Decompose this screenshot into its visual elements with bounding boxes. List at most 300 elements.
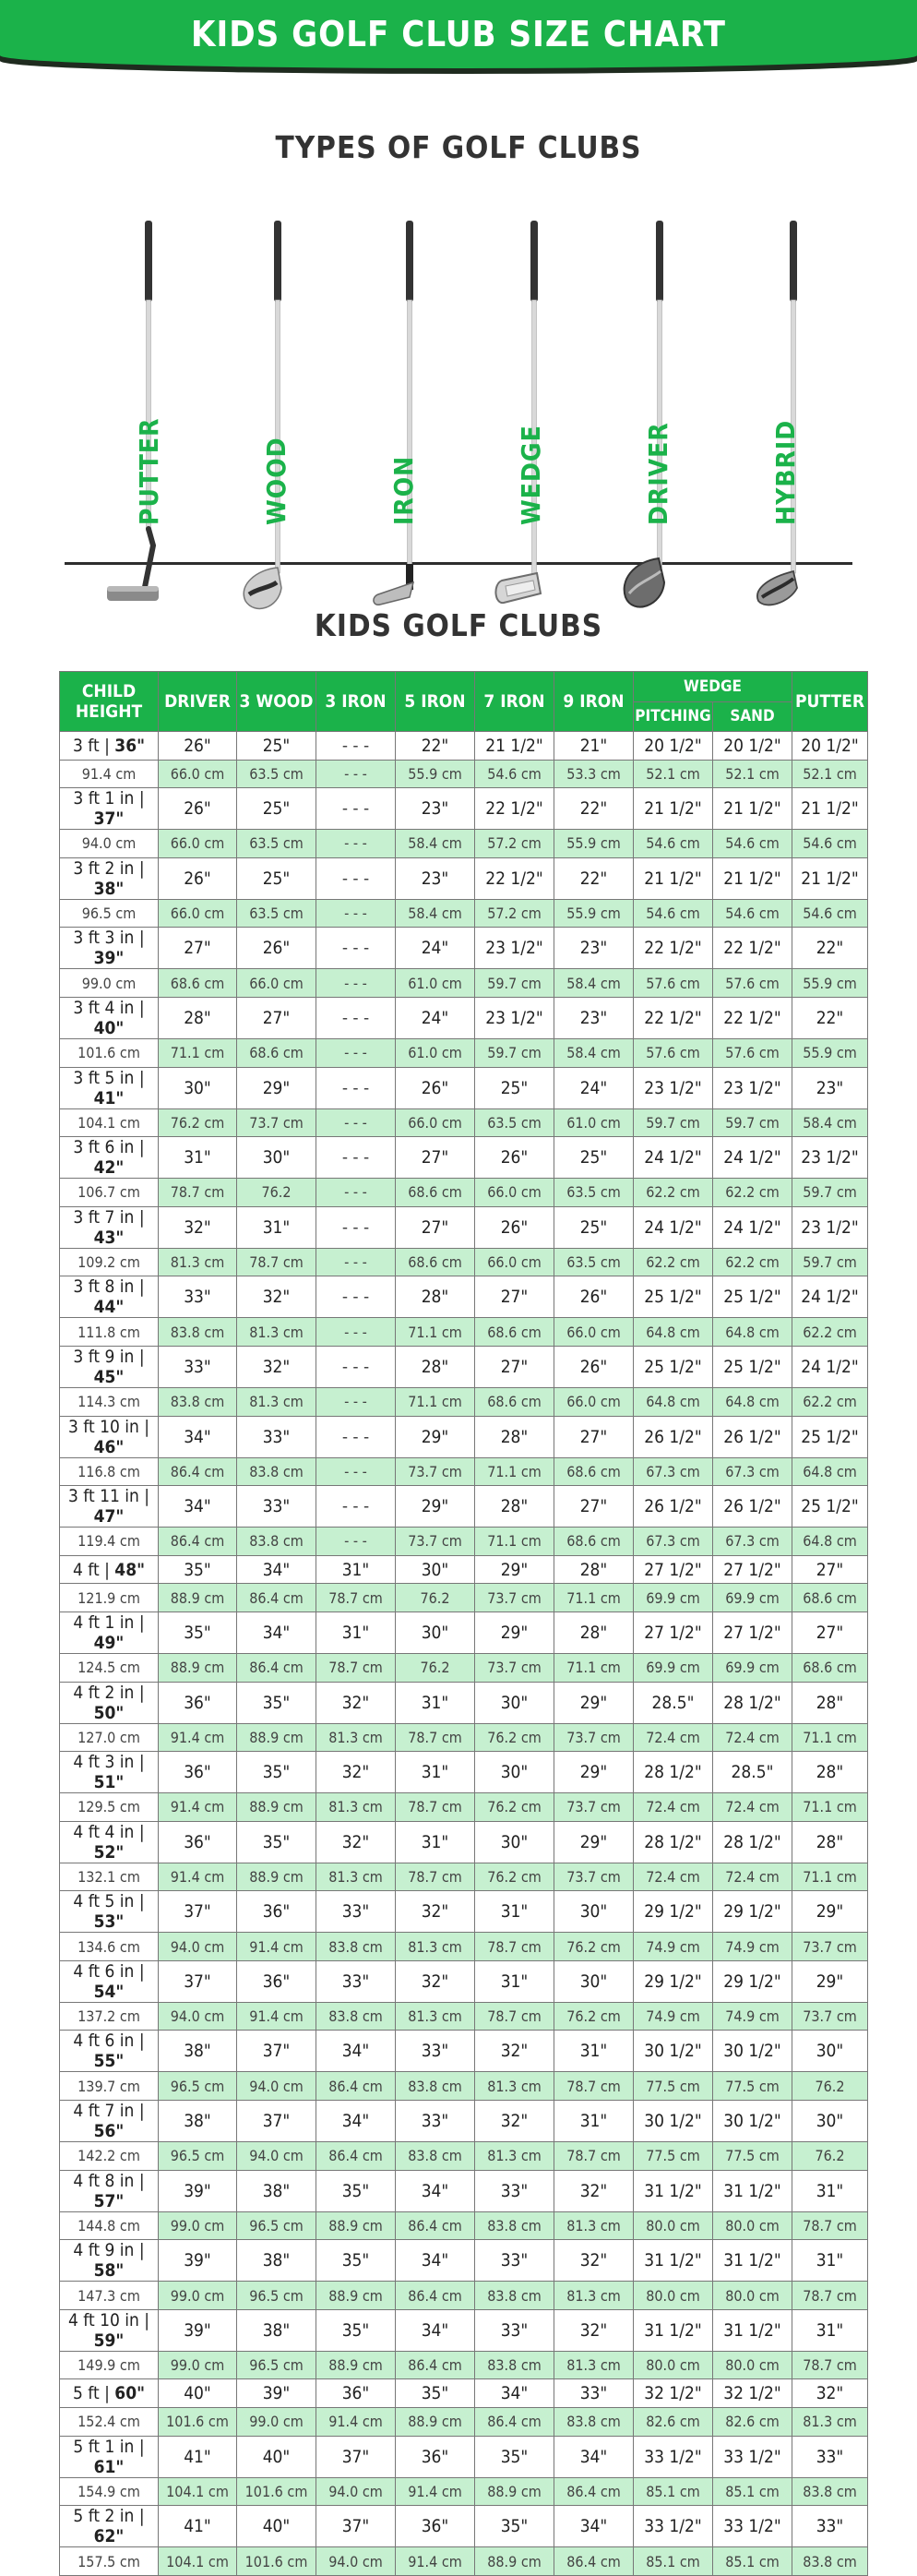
length-inches-cell: 32": [316, 1821, 396, 1863]
length-cm-cell: 63.5 cm: [475, 1108, 554, 1137]
length-cm-cell: 83.8 cm: [554, 2408, 634, 2437]
length-cm-cell: 74.9 cm: [713, 1933, 792, 1961]
length-cm-cell: 83.8 cm: [475, 2211, 554, 2240]
length-cm-cell: 86.4 cm: [159, 1457, 237, 1486]
length-cm-cell: - - -: [316, 1387, 396, 1416]
length-inches-cell: 32": [475, 2031, 554, 2072]
length-inches-cell: 30": [475, 1682, 554, 1723]
length-inches-cell: 34": [396, 2240, 475, 2282]
length-inches-cell: - - -: [316, 732, 396, 761]
height-metric: 144.8 cm: [60, 2211, 159, 2240]
length-cm-cell: 57.6 cm: [634, 969, 713, 998]
length-inches-cell: 26 1/2": [634, 1416, 713, 1457]
height-imperial: [60, 1137, 159, 1179]
height-feet: 3 ft 7 in |: [73, 1206, 145, 1228]
length-inches-cell: 25": [237, 732, 316, 761]
length-cm-cell: 77.5 cm: [634, 2142, 713, 2171]
length-cm-cell: 88.9 cm: [316, 2282, 396, 2310]
length-cm-cell: 76.2: [396, 1584, 475, 1612]
length-inches-cell: 28": [396, 1276, 475, 1318]
height-metric: 124.5 cm: [60, 1653, 159, 1682]
length-inches-cell: 27": [159, 928, 237, 969]
length-inches-cell: 22": [792, 928, 868, 969]
length-cm-cell: 73.7 cm: [475, 1653, 554, 1682]
length-inches-cell: 21": [554, 732, 634, 761]
height-metric: 106.7 cm: [60, 1179, 159, 1207]
length-inches-cell: 30": [396, 1611, 475, 1653]
length-cm-cell: 86.4 cm: [475, 2408, 554, 2437]
length-cm-cell: 76.2 cm: [475, 1863, 554, 1891]
length-inches-cell: 31": [396, 1821, 475, 1863]
length-inches-cell: 23 1/2": [713, 1067, 792, 1108]
length-cm-cell: 81.3 cm: [316, 1793, 396, 1822]
club-label-iron: IRON: [388, 455, 419, 525]
table-row: [60, 1137, 868, 1179]
height-inches: 50": [93, 1702, 125, 1723]
table-row: [60, 2142, 868, 2171]
length-inches-cell: 23": [396, 857, 475, 899]
length-cm-cell: 73.7 cm: [554, 1723, 634, 1752]
banner-bar: [0, 0, 917, 68]
table-row: [60, 2436, 868, 2477]
length-cm-cell: 78.7 cm: [396, 1723, 475, 1752]
length-inches-cell: 22 1/2": [475, 788, 554, 830]
height-imperial: [60, 1611, 159, 1653]
height-inches: 53": [93, 1911, 125, 1933]
length-cm-cell: 73.7 cm: [237, 1108, 316, 1137]
height-inches: 56": [93, 2121, 125, 2142]
length-inches-cell: 38": [237, 2170, 316, 2211]
table-row: [60, 2002, 868, 2031]
length-inches-cell: 33": [396, 2101, 475, 2142]
length-cm-cell: 91.4 cm: [159, 1793, 237, 1822]
height-metric: 121.9 cm: [60, 1584, 159, 1612]
length-inches-cell: 23": [396, 788, 475, 830]
length-cm-cell: 78.7 cm: [475, 2002, 554, 2031]
length-cm-cell: 66.0 cm: [554, 1318, 634, 1347]
height-metric: 154.9 cm: [60, 2477, 159, 2506]
length-cm-cell: - - -: [316, 969, 396, 998]
length-inches-cell: 30": [159, 1067, 237, 1108]
length-inches-cell: - - -: [316, 1416, 396, 1457]
length-inches-cell: 26": [554, 1276, 634, 1318]
length-inches-cell: 35": [237, 1821, 316, 1863]
table-row: [60, 1038, 868, 1067]
length-inches-cell: 28.5": [713, 1752, 792, 1793]
length-inches-cell: 31": [237, 1206, 316, 1248]
length-inches-cell: 30 1/2": [634, 2031, 713, 2072]
length-inches-cell: 33": [237, 1486, 316, 1528]
height-feet: 4 ft 2 in |: [73, 1682, 145, 1703]
height-metric: 96.5 cm: [60, 899, 159, 928]
length-cm-cell: 91.4 cm: [237, 2002, 316, 2031]
height-inches: 38": [93, 878, 125, 899]
length-inches-cell: 31": [475, 1960, 554, 2002]
height-inches: 52": [93, 1841, 125, 1863]
length-inches-cell: - - -: [316, 788, 396, 830]
length-cm-cell: 81.3 cm: [396, 2002, 475, 2031]
length-inches-cell: 33": [316, 1891, 396, 1933]
length-inches-cell: 26": [475, 1137, 554, 1179]
club-hybrid: [738, 221, 849, 645]
length-cm-cell: 99.0 cm: [237, 2408, 316, 2437]
height-feet: 3 ft 4 in |: [73, 997, 145, 1018]
length-inches-cell: 25 1/2": [713, 1346, 792, 1387]
length-cm-cell: - - -: [316, 830, 396, 858]
club-wood: [229, 221, 339, 645]
length-cm-cell: 78.7 cm: [316, 1584, 396, 1612]
height-feet: 3 ft 11 in |: [67, 1486, 150, 1507]
length-inches-cell: 22": [554, 788, 634, 830]
length-inches-cell: 33": [396, 2031, 475, 2072]
height-metric: 116.8 cm: [60, 1457, 159, 1486]
length-inches-cell: - - -: [316, 1067, 396, 1108]
club-iron: [356, 221, 467, 645]
length-inches-cell: 22": [396, 732, 475, 761]
length-cm-cell: - - -: [316, 1179, 396, 1207]
length-inches-cell: 33 1/2": [634, 2506, 713, 2547]
length-inches-cell: - - -: [316, 1276, 396, 1318]
height-metric: 142.2 cm: [60, 2142, 159, 2171]
length-inches-cell: 22 1/2": [634, 928, 713, 969]
length-inches-cell: 31": [475, 1891, 554, 1933]
length-inches-cell: - - -: [316, 1346, 396, 1387]
table-row: [60, 1793, 868, 1822]
club-types: [65, 165, 852, 599]
height-imperial: [60, 2031, 159, 2072]
length-inches-cell: 29 1/2": [634, 1960, 713, 2002]
length-cm-cell: 76.2: [396, 1653, 475, 1682]
header-5-iron: 5 IRON: [396, 672, 475, 732]
length-inches-cell: 34": [554, 2506, 634, 2547]
height-imperial: [60, 2436, 159, 2477]
length-cm-cell: 61.0 cm: [396, 1038, 475, 1067]
table-row: [60, 969, 868, 998]
length-inches-cell: 33": [475, 2240, 554, 2282]
length-cm-cell: - - -: [316, 760, 396, 788]
length-inches-cell: 34": [475, 2379, 554, 2408]
length-inches-cell: 32": [554, 2240, 634, 2282]
length-cm-cell: 72.4 cm: [634, 1793, 713, 1822]
length-inches-cell: 35": [316, 2240, 396, 2282]
length-inches-cell: 28": [792, 1821, 868, 1863]
length-inches-cell: 35": [475, 2436, 554, 2477]
length-inches-cell: 23 1/2": [475, 928, 554, 969]
header-pitching: PITCHING: [634, 701, 713, 732]
length-cm-cell: 58.4 cm: [792, 1108, 868, 1137]
length-cm-cell: 104.1 cm: [159, 2477, 237, 2506]
table-row: [60, 1248, 868, 1276]
length-inches-cell: 28 1/2": [634, 1821, 713, 1863]
length-cm-cell: 94.0 cm: [159, 1933, 237, 1961]
height-metric: 119.4 cm: [60, 1528, 159, 1556]
length-inches-cell: 22 1/2": [713, 997, 792, 1038]
table-row: [60, 2282, 868, 2310]
length-cm-cell: 86.4 cm: [237, 1584, 316, 1612]
table-row: [60, 857, 868, 899]
length-inches-cell: 31": [159, 1137, 237, 1179]
length-inches-cell: 27 1/2": [713, 1555, 792, 1584]
height-imperial: [60, 1346, 159, 1387]
table-row: [60, 1653, 868, 1682]
length-inches-cell: 28.5": [634, 1682, 713, 1723]
size-chart-table: [59, 671, 868, 2576]
length-cm-cell: 88.9 cm: [237, 1723, 316, 1752]
length-cm-cell: 69.9 cm: [634, 1653, 713, 1682]
length-inches-cell: 25 1/2": [792, 1486, 868, 1528]
table-row: [60, 2309, 868, 2351]
length-inches-cell: 33": [792, 2506, 868, 2547]
table-row: [60, 2379, 868, 2408]
length-cm-cell: 76.2 cm: [554, 2002, 634, 2031]
length-cm-cell: 73.7 cm: [396, 1528, 475, 1556]
length-inches-cell: 21 1/2": [713, 788, 792, 830]
length-cm-cell: 71.1 cm: [792, 1793, 868, 1822]
length-inches-cell: 31": [792, 2170, 868, 2211]
table-row: [60, 2101, 868, 2142]
length-inches-cell: 35": [159, 1555, 237, 1584]
length-cm-cell: 55.9 cm: [792, 969, 868, 998]
length-inches-cell: 31": [316, 1555, 396, 1584]
length-cm-cell: 68.6 cm: [475, 1387, 554, 1416]
length-inches-cell: 24 1/2": [713, 1206, 792, 1248]
height-inches: 48": [114, 1559, 145, 1580]
length-inches-cell: 21 1/2": [475, 732, 554, 761]
height-metric: 114.3 cm: [60, 1387, 159, 1416]
length-cm-cell: 86.4 cm: [396, 2211, 475, 2240]
length-inches-cell: 32": [237, 1276, 316, 1318]
table-row: [60, 1863, 868, 1891]
header-7-iron: 7 IRON: [475, 672, 554, 732]
length-cm-cell: 67.3 cm: [713, 1528, 792, 1556]
length-inches-cell: 37": [237, 2101, 316, 2142]
table-row: [60, 2408, 868, 2437]
length-cm-cell: 58.4 cm: [396, 830, 475, 858]
length-cm-cell: 55.9 cm: [554, 899, 634, 928]
length-cm-cell: 54.6 cm: [792, 830, 868, 858]
length-cm-cell: - - -: [316, 1318, 396, 1347]
length-cm-cell: 76.2: [237, 1179, 316, 1207]
height-metric: 111.8 cm: [60, 1318, 159, 1347]
height-imperial: [60, 2170, 159, 2211]
length-inches-cell: 22 1/2": [713, 928, 792, 969]
table-row: [60, 1528, 868, 1556]
length-inches-cell: 28": [396, 1346, 475, 1387]
length-cm-cell: 88.9 cm: [316, 2211, 396, 2240]
height-feet: 5 ft 1 in |: [73, 2436, 145, 2457]
length-cm-cell: 64.8 cm: [634, 1387, 713, 1416]
length-cm-cell: 83.8 cm: [792, 2477, 868, 2506]
length-inches-cell: 35": [237, 1682, 316, 1723]
length-cm-cell: 91.4 cm: [237, 1933, 316, 1961]
length-inches-cell: 36": [159, 1682, 237, 1723]
length-inches-cell: 30": [792, 2031, 868, 2072]
length-inches-cell: 30 1/2": [634, 2101, 713, 2142]
length-inches-cell: 28": [475, 1486, 554, 1528]
table-row: [60, 2211, 868, 2240]
length-cm-cell: 57.6 cm: [713, 1038, 792, 1067]
length-inches-cell: 32": [792, 2379, 868, 2408]
length-cm-cell: 81.3 cm: [237, 1318, 316, 1347]
length-cm-cell: 83.8 cm: [237, 1457, 316, 1486]
length-inches-cell: 40": [159, 2379, 237, 2408]
height-imperial: [60, 1486, 159, 1528]
length-inches-cell: 32 1/2": [634, 2379, 713, 2408]
length-cm-cell: 59.7 cm: [792, 1248, 868, 1276]
height-inches: 45": [93, 1366, 125, 1387]
length-inches-cell: 32": [475, 2101, 554, 2142]
length-cm-cell: 62.2 cm: [792, 1387, 868, 1416]
height-inches: 60": [114, 2383, 145, 2404]
length-inches-cell: 38": [237, 2240, 316, 2282]
length-cm-cell: 52.1 cm: [792, 760, 868, 788]
height-inches: 62": [93, 2526, 125, 2547]
length-cm-cell: 76.2 cm: [475, 1793, 554, 1822]
length-inches-cell: 26 1/2": [713, 1486, 792, 1528]
length-cm-cell: 54.6 cm: [634, 830, 713, 858]
length-cm-cell: 52.1 cm: [634, 760, 713, 788]
length-inches-cell: 24 1/2": [713, 1137, 792, 1179]
length-cm-cell: 83.8 cm: [396, 2072, 475, 2101]
length-inches-cell: 23": [554, 928, 634, 969]
length-cm-cell: 62.2 cm: [713, 1248, 792, 1276]
length-inches-cell: 24": [554, 1067, 634, 1108]
length-inches-cell: 28": [792, 1752, 868, 1793]
length-cm-cell: - - -: [316, 1457, 396, 1486]
length-cm-cell: 77.5 cm: [713, 2142, 792, 2171]
length-inches-cell: 24 1/2": [792, 1346, 868, 1387]
length-cm-cell: 81.3 cm: [554, 2351, 634, 2379]
height-feet: 4 ft 8 in |: [73, 2170, 145, 2191]
length-inches-cell: 39": [159, 2170, 237, 2211]
club-label-hybrid: HYBRID: [770, 419, 801, 525]
table-row: [60, 732, 868, 761]
table-row: [60, 928, 868, 969]
height-imperial: [60, 1555, 159, 1584]
length-inches-cell: 31 1/2": [634, 2309, 713, 2351]
length-cm-cell: 76.2: [792, 2072, 868, 2101]
length-inches-cell: 32": [316, 1682, 396, 1723]
length-cm-cell: 58.4 cm: [554, 969, 634, 998]
length-inches-cell: 31": [396, 1752, 475, 1793]
length-inches-cell: 33 1/2": [634, 2436, 713, 2477]
height-imperial: [60, 928, 159, 969]
table-row: [60, 2547, 868, 2576]
length-inches-cell: 21 1/2": [634, 857, 713, 899]
length-inches-cell: 32": [554, 2309, 634, 2351]
height-feet: 4 ft 9 in |: [73, 2240, 145, 2261]
length-cm-cell: 91.4 cm: [396, 2477, 475, 2506]
length-inches-cell: 23": [554, 997, 634, 1038]
length-inches-cell: 32": [396, 1891, 475, 1933]
height-feet: 3 ft 8 in |: [73, 1276, 145, 1298]
length-inches-cell: 25": [554, 1206, 634, 1248]
length-inches-cell: 27": [792, 1555, 868, 1584]
length-inches-cell: 33": [159, 1276, 237, 1318]
height-imperial: [60, 857, 159, 899]
length-cm-cell: 58.4 cm: [396, 899, 475, 928]
header-putter: PUTTER: [792, 672, 868, 732]
length-inches-cell: 34": [554, 2436, 634, 2477]
length-cm-cell: 64.8 cm: [792, 1528, 868, 1556]
length-inches-cell: 26": [396, 1067, 475, 1108]
length-inches-cell: 28": [554, 1555, 634, 1584]
length-cm-cell: 68.6 cm: [475, 1318, 554, 1347]
length-cm-cell: 55.9 cm: [396, 760, 475, 788]
length-inches-cell: 27": [475, 1276, 554, 1318]
length-inches-cell: 34": [159, 1416, 237, 1457]
length-inches-cell: 24 1/2": [792, 1276, 868, 1318]
table-row: [60, 2072, 868, 2101]
length-cm-cell: 73.7 cm: [396, 1457, 475, 1486]
height-metric: 134.6 cm: [60, 1933, 159, 1961]
height-imperial: [60, 2379, 159, 2408]
length-cm-cell: 69.9 cm: [634, 1584, 713, 1612]
length-inches-cell: 25": [237, 788, 316, 830]
length-cm-cell: 68.6 cm: [554, 1528, 634, 1556]
length-inches-cell: 35": [316, 2170, 396, 2211]
length-inches-cell: 39": [237, 2379, 316, 2408]
length-cm-cell: 83.8 cm: [316, 1933, 396, 1961]
length-cm-cell: 71.1 cm: [396, 1387, 475, 1416]
length-inches-cell: 35": [316, 2309, 396, 2351]
length-inches-cell: 25": [475, 1067, 554, 1108]
length-cm-cell: 68.6 cm: [792, 1584, 868, 1612]
length-inches-cell: 32": [237, 1346, 316, 1387]
length-inches-cell: 35": [396, 2379, 475, 2408]
length-cm-cell: 80.0 cm: [713, 2211, 792, 2240]
length-cm-cell: 86.4 cm: [396, 2351, 475, 2379]
length-inches-cell: 32": [554, 2170, 634, 2211]
length-inches-cell: 37": [159, 1960, 237, 2002]
length-cm-cell: 96.5 cm: [159, 2072, 237, 2101]
length-cm-cell: 83.8 cm: [475, 2282, 554, 2310]
length-inches-cell: 29": [396, 1486, 475, 1528]
length-inches-cell: 29 1/2": [713, 1960, 792, 2002]
length-cm-cell: 88.9 cm: [396, 2408, 475, 2437]
height-inches: 39": [93, 948, 125, 969]
length-cm-cell: 76.2 cm: [554, 1933, 634, 1961]
height-imperial: [60, 2506, 159, 2547]
length-inches-cell: 30": [475, 1821, 554, 1863]
length-cm-cell: 66.0 cm: [237, 969, 316, 998]
length-cm-cell: 78.7 cm: [554, 2142, 634, 2171]
length-cm-cell: 57.2 cm: [475, 899, 554, 928]
length-inches-cell: 31": [554, 2031, 634, 2072]
length-inches-cell: 36": [237, 1891, 316, 1933]
table-row: [60, 1108, 868, 1137]
length-inches-cell: 26": [159, 857, 237, 899]
length-cm-cell: 66.0 cm: [475, 1179, 554, 1207]
length-inches-cell: 22": [792, 997, 868, 1038]
height-imperial: [60, 1960, 159, 2002]
length-cm-cell: 59.7 cm: [475, 969, 554, 998]
length-cm-cell: 72.4 cm: [713, 1863, 792, 1891]
length-cm-cell: 54.6 cm: [634, 899, 713, 928]
length-cm-cell: - - -: [316, 1038, 396, 1067]
length-inches-cell: 30": [396, 1555, 475, 1584]
table-row: [60, 1346, 868, 1387]
length-inches-cell: 33": [237, 1416, 316, 1457]
kids-clubs-title: KIDS GOLF CLUBS: [314, 607, 603, 643]
height-metric: 137.2 cm: [60, 2002, 159, 2031]
table-row: [60, 830, 868, 858]
length-inches-cell: 25 1/2": [634, 1346, 713, 1387]
length-inches-cell: 41": [159, 2436, 237, 2477]
length-inches-cell: 27 1/2": [634, 1611, 713, 1653]
length-cm-cell: 91.4 cm: [316, 2408, 396, 2437]
height-feet: 4 ft 3 in |: [73, 1752, 145, 1773]
